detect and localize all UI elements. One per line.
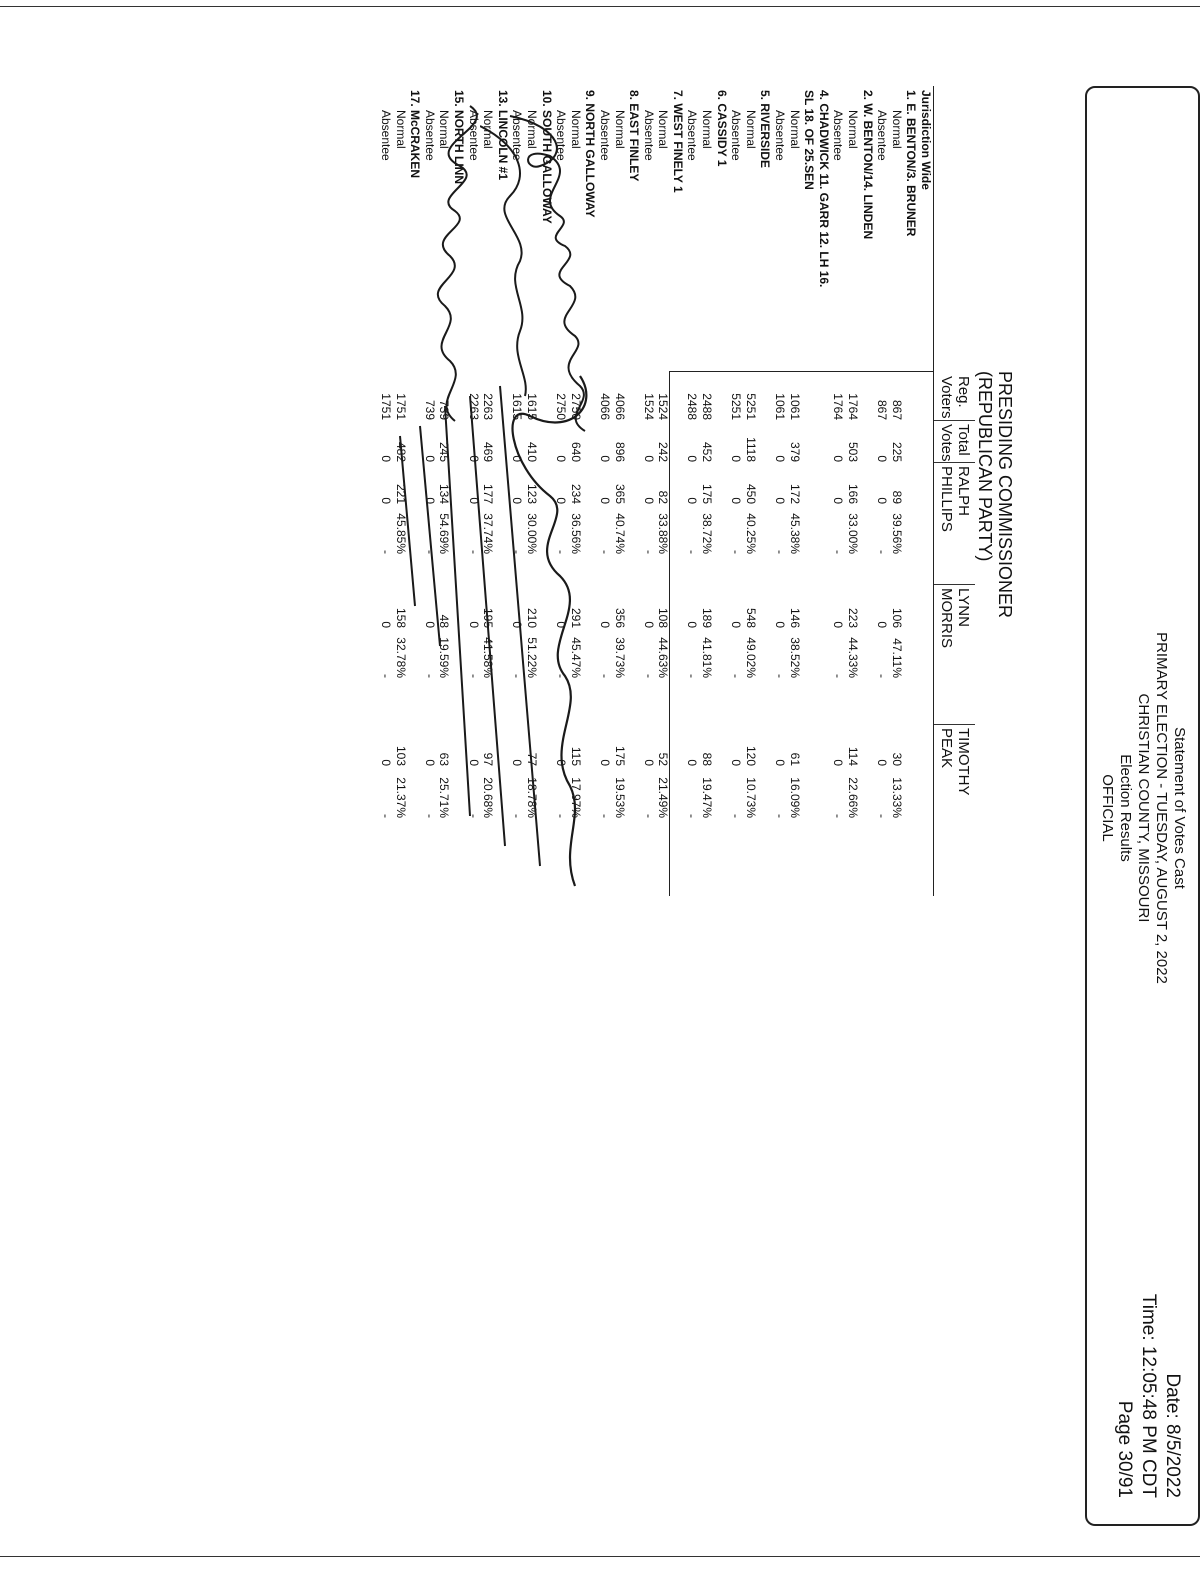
reg-voters-cell: 739	[437, 399, 452, 420]
bottom-edge-line	[0, 1556, 1200, 1557]
morris-pct-cell: 32.78%	[393, 637, 408, 678]
row-label: 2. W. BENTON/14. LINDEN	[860, 90, 875, 240]
header-rule	[933, 86, 934, 896]
morris-pct-cell: 41.81%	[700, 637, 715, 678]
morris-pct-cell: 41.58%	[481, 637, 496, 678]
table-row	[772, 86, 787, 896]
table-row	[729, 86, 744, 896]
peak-pct-cell: 10.73%	[743, 777, 758, 818]
peak-votes-cell: 77	[524, 752, 539, 766]
col-head-total-votes	[938, 424, 972, 462]
total-votes-cell: 0	[466, 455, 481, 462]
morris-votes-cell: 0	[422, 621, 437, 628]
phillips-votes-cell: 0	[831, 497, 846, 504]
morris-pct-cell: 44.63%	[656, 637, 671, 678]
phillips-pct-cell: -	[831, 550, 846, 554]
peak-pct-cell: 25.71%	[437, 777, 452, 818]
phillips-votes-cell: 0	[554, 497, 569, 504]
phillips-pct-cell: 38.72%	[700, 513, 715, 554]
peak-pct-cell: -	[422, 814, 437, 818]
phillips-pct-cell: 54.69%	[437, 513, 452, 554]
row-label: Normal	[612, 110, 627, 149]
peak-pct-cell: 18.78%	[524, 777, 539, 818]
phillips-votes-cell: 0	[729, 497, 744, 504]
row-label: Absentee	[773, 110, 788, 161]
phillips-pct-cell: 40.74%	[612, 513, 627, 554]
report-time: Time: 12:05:48 PM CDT	[1138, 1293, 1159, 1498]
morris-pct-cell: 19.59%	[437, 637, 452, 678]
table-row	[918, 86, 933, 896]
col-head-reg-voters	[938, 376, 972, 419]
peak-votes-cell: 61	[787, 752, 802, 766]
row-label: Jurisdiction Wide	[919, 90, 933, 190]
row-label: 4. CHADWICK 11. GARR 12. LH 16.	[816, 90, 831, 288]
row-label: 17. McCRAKEN	[408, 90, 423, 179]
phillips-pct-cell: -	[597, 550, 612, 554]
phillips-pct-cell: 33.88%	[656, 513, 671, 554]
col-head-line: Voters	[938, 376, 955, 419]
total-votes-cell: 482	[393, 441, 408, 462]
report-date: Date: 8/5/2022	[1162, 1373, 1183, 1498]
row-label: Normal	[889, 110, 904, 149]
col-head-timothy-peak	[938, 728, 972, 796]
peak-pct-cell: 20.68%	[481, 777, 496, 818]
col-head-line: Votes	[938, 424, 955, 462]
phillips-pct-cell: -	[685, 550, 700, 554]
row-label: 9. NORTH GALLOWAY	[583, 90, 598, 218]
reg-voters-cell: 1751	[379, 393, 394, 420]
row-label: Normal	[393, 110, 408, 149]
phillips-votes-cell: 0	[379, 497, 394, 504]
signature-ralph-phillips	[40, 346, 620, 946]
contest-title: PRESIDING COMMISSIONER	[995, 371, 1015, 619]
phillips-pct-cell: 39.56%	[889, 513, 904, 554]
col-head-line: Total	[955, 424, 972, 456]
phillips-pct-cell: 40.25%	[743, 513, 758, 554]
peak-pct-cell: -	[597, 814, 612, 818]
peak-votes-cell: 114	[846, 746, 861, 766]
peak-pct-cell: 21.37%	[393, 777, 408, 818]
table-row	[743, 86, 758, 896]
morris-votes-cell: 0	[773, 621, 788, 628]
total-votes-cell: 0	[422, 455, 437, 462]
reg-voters-cell: 1524	[641, 393, 656, 420]
phillips-pct-cell: -	[729, 550, 744, 554]
row-label: Absentee	[554, 110, 569, 161]
peak-pct-cell: 21.49%	[656, 777, 671, 818]
phillips-votes-cell: 0	[685, 497, 700, 504]
morris-votes-cell: 0	[729, 621, 744, 628]
morris-votes-cell: 356	[612, 607, 627, 628]
phillips-votes-cell: 0	[641, 497, 656, 504]
phillips-votes-cell: 175	[700, 483, 715, 504]
phillips-pct-cell: -	[875, 550, 890, 554]
peak-pct-cell: -	[466, 814, 481, 818]
peak-votes-cell: 63	[437, 752, 452, 766]
phillips-pct-cell: 45.38%	[787, 513, 802, 554]
col-head-line: MORRIS	[938, 588, 955, 648]
peak-votes-cell: 88	[700, 752, 715, 766]
morris-pct-cell: -	[510, 674, 525, 678]
table-row	[758, 86, 773, 896]
peak-votes-cell: 97	[481, 752, 496, 766]
election-name: PRIMARY ELECTION - TUESDAY, AUGUST 2, 2022	[1153, 632, 1170, 984]
phillips-pct-cell: 30.00%	[524, 513, 539, 554]
peak-votes-cell: 0	[685, 759, 700, 766]
report-header-box	[1085, 86, 1200, 1526]
morris-votes-cell: 0	[831, 621, 846, 628]
peak-pct-cell: -	[685, 814, 700, 818]
peak-votes-cell: 0	[597, 759, 612, 766]
morris-pct-cell: -	[685, 674, 700, 678]
table-row	[802, 86, 817, 896]
total-votes-cell: 469	[481, 441, 496, 462]
morris-votes-cell: 0	[685, 621, 700, 628]
col-head-line: PEAK	[938, 728, 955, 769]
row-label: Normal	[656, 110, 671, 149]
morris-pct-cell: -	[773, 674, 788, 678]
morris-votes-cell: 106	[889, 607, 904, 628]
results-label: Election Results	[1117, 754, 1134, 862]
phillips-votes-cell: 166	[846, 483, 861, 504]
table-row	[889, 86, 904, 896]
peak-pct-cell: 22.66%	[846, 777, 861, 818]
morris-pct-cell: -	[597, 674, 612, 678]
col-head-line: PHILLIPS	[938, 466, 955, 532]
row-label: 6. CASSIDY 1	[714, 90, 729, 167]
row-label: Normal	[568, 110, 583, 149]
row-label: Absentee	[875, 110, 890, 161]
row-label: Absentee	[597, 110, 612, 161]
morris-pct-cell: 51.22%	[524, 637, 539, 678]
phillips-pct-cell: -	[422, 550, 437, 554]
morris-pct-cell: -	[422, 674, 437, 678]
peak-pct-cell: -	[729, 814, 744, 818]
peak-pct-cell: 17.97%	[568, 777, 583, 818]
table-row	[860, 86, 875, 896]
peak-votes-cell: 115	[568, 746, 583, 766]
reg-voters-cell: 5251	[729, 393, 744, 420]
peak-pct-cell: -	[510, 814, 525, 818]
morris-votes-cell: 0	[379, 621, 394, 628]
column-separator	[933, 420, 975, 421]
phillips-votes-cell: 0	[510, 497, 525, 504]
morris-votes-cell: 195	[481, 607, 496, 628]
row-label: 1. E. BENTON/3. BRUNER	[904, 90, 919, 237]
row-label: Normal	[481, 110, 496, 149]
morris-pct-cell: -	[466, 674, 481, 678]
row-label: 7. WEST FINELY 1	[670, 90, 685, 193]
total-votes-cell: 410	[524, 441, 539, 462]
phillips-votes-cell: 123	[524, 483, 539, 504]
row-label: Normal	[743, 110, 758, 149]
col-head-line: RALPH	[955, 466, 972, 517]
phillips-votes-cell: 221	[393, 483, 408, 504]
col-head-line: TIMOTHY	[955, 728, 972, 796]
phillips-pct-cell: -	[641, 550, 656, 554]
morris-pct-cell: 49.02%	[743, 637, 758, 678]
morris-pct-cell: 44.33%	[846, 637, 861, 678]
row-label: 10. SOUTH GALLOWAY	[539, 90, 554, 224]
phillips-pct-cell: 33.00%	[846, 513, 861, 554]
col-head-ralph-phillips	[938, 466, 972, 532]
phillips-votes-cell: 172	[787, 483, 802, 504]
phillips-votes-cell: 89	[889, 490, 904, 504]
top-edge-line	[0, 6, 1200, 7]
row-label: 15. NORTH LINN	[452, 90, 466, 185]
peak-pct-cell: -	[831, 814, 846, 818]
total-votes-cell: 452	[700, 441, 715, 462]
phillips-votes-cell: 0	[422, 497, 437, 504]
reg-voters-cell: 1764	[846, 393, 861, 420]
phillips-votes-cell: 177	[481, 483, 496, 504]
total-votes-cell: 379	[787, 441, 802, 462]
table-row	[685, 86, 700, 896]
row-label: Normal	[787, 110, 802, 149]
peak-votes-cell: 0	[831, 759, 846, 766]
morris-votes-cell: 0	[466, 621, 481, 628]
morris-pct-cell: 38.52%	[787, 637, 802, 678]
table-row	[700, 86, 715, 896]
peak-votes-cell: 0	[554, 759, 569, 766]
reg-voters-cell: 1751	[393, 393, 408, 420]
morris-votes-cell: 0	[641, 621, 656, 628]
reg-voters-cell: 2750	[568, 393, 583, 420]
row-label: Absentee	[422, 110, 437, 161]
peak-pct-cell: 19.53%	[612, 777, 627, 818]
morris-votes-cell: 0	[875, 621, 890, 628]
total-votes-cell: 0	[685, 455, 700, 462]
reg-voters-cell: 1764	[831, 393, 846, 420]
morris-votes-cell: 0	[510, 621, 525, 628]
phillips-pct-cell: -	[554, 550, 569, 554]
peak-votes-cell: 52	[656, 752, 671, 766]
column-separator	[933, 724, 975, 725]
row-label: Absentee	[685, 110, 700, 161]
phillips-votes-cell: 0	[773, 497, 788, 504]
peak-pct-cell: -	[554, 814, 569, 818]
peak-pct-cell: -	[773, 814, 788, 818]
col-head-line: LYNN	[955, 588, 972, 627]
morris-pct-cell: -	[379, 674, 394, 678]
total-votes-cell: 0	[641, 455, 656, 462]
peak-votes-cell: 103	[393, 745, 408, 766]
morris-votes-cell: 108	[656, 607, 671, 628]
phillips-votes-cell: 82	[656, 490, 671, 504]
total-votes-cell: 0	[379, 455, 394, 462]
table-row	[845, 86, 860, 896]
morris-votes-cell: 0	[554, 621, 569, 628]
phillips-pct-cell: 45.85%	[393, 513, 408, 554]
report-meta	[1112, 1294, 1184, 1498]
reg-voters-cell: 1061	[773, 393, 788, 420]
morris-pct-cell: 45.47%	[568, 637, 583, 678]
total-votes-cell: 0	[554, 455, 569, 462]
total-votes-cell: 225	[889, 441, 904, 462]
morris-votes-cell: 223	[846, 607, 861, 628]
reg-voters-cell: 1615	[524, 393, 539, 420]
phillips-votes-cell: 134	[437, 483, 452, 504]
phillips-votes-cell: 234	[568, 483, 583, 504]
row-label: Normal	[700, 110, 715, 149]
column-separator	[933, 462, 975, 463]
peak-votes-cell: 0	[875, 759, 890, 766]
morris-votes-cell: 158	[393, 607, 408, 628]
row-label: Normal	[437, 110, 452, 149]
peak-pct-cell: -	[875, 814, 890, 818]
morris-votes-cell: 548	[743, 607, 758, 628]
peak-pct-cell: 16.09%	[787, 777, 802, 818]
phillips-votes-cell: 450	[743, 483, 758, 504]
reg-voters-cell: 2488	[700, 393, 715, 420]
county-name: CHRISTIAN COUNTY, MISSOURI	[1135, 693, 1152, 923]
morris-pct-cell: -	[641, 674, 656, 678]
peak-votes-cell: 0	[773, 759, 788, 766]
phillips-votes-cell: 365	[612, 483, 627, 504]
table-row	[816, 86, 831, 896]
peak-votes-cell: 120	[743, 745, 758, 766]
total-votes-cell: 0	[597, 455, 612, 462]
total-votes-cell: 0	[773, 455, 788, 462]
peak-votes-cell: 0	[466, 759, 481, 766]
report-title: Statement of Votes Cast	[1171, 727, 1188, 889]
morris-pct-cell: -	[831, 674, 846, 678]
morris-votes-cell: 48	[437, 614, 452, 628]
row-label: 8. EAST FINLEY	[627, 90, 642, 182]
peak-votes-cell: 0	[379, 759, 394, 766]
total-votes-cell: 242	[656, 441, 671, 462]
row-label: Normal	[846, 110, 861, 149]
reg-voters-cell: 1524	[656, 393, 671, 420]
morris-votes-cell: 291	[568, 607, 583, 628]
phillips-pct-cell: -	[510, 550, 525, 554]
phillips-votes-cell: 0	[597, 497, 612, 504]
reg-voters-cell: 4066	[597, 393, 612, 420]
col-head-line: Reg.	[955, 376, 972, 408]
total-votes-cell: 0	[729, 455, 744, 462]
page-number: Page 30/91	[1114, 1400, 1135, 1498]
total-votes-cell: 0	[831, 455, 846, 462]
row-label: Absentee	[379, 110, 394, 161]
row-label: 13. LINCOLN #1	[495, 90, 510, 181]
total-votes-cell: 0	[875, 455, 890, 462]
table-row	[875, 86, 890, 896]
morris-votes-cell: 146	[787, 607, 802, 628]
total-votes-cell: 640	[568, 441, 583, 462]
row-label: Normal	[524, 110, 539, 149]
phillips-votes-cell: 0	[466, 497, 481, 504]
contest-party: (REPUBLICAN PARTY)	[975, 371, 995, 562]
peak-votes-cell: 0	[641, 759, 656, 766]
row-label: Absentee	[831, 110, 846, 161]
peak-pct-cell: -	[641, 814, 656, 818]
table-row	[714, 86, 729, 896]
row-label: SL 18. OF 25.SEN	[802, 90, 817, 190]
peak-pct-cell: 19.47%	[700, 777, 715, 818]
phillips-votes-cell: 0	[875, 497, 890, 504]
peak-votes-cell: 0	[422, 759, 437, 766]
reg-voters-cell: 5251	[743, 393, 758, 420]
morris-pct-cell: -	[875, 674, 890, 678]
peak-votes-cell: 175	[612, 745, 627, 766]
reg-voters-cell: 4066	[612, 393, 627, 420]
peak-pct-cell: 13.33%	[889, 777, 904, 818]
total-votes-cell: 503	[846, 441, 861, 462]
peak-votes-cell: 0	[510, 759, 525, 766]
report-title-block	[1098, 448, 1188, 1168]
row-label: Absentee	[466, 110, 481, 161]
rotated-report-sheet	[50, 86, 1200, 1531]
reg-voters-cell: 2488	[685, 393, 700, 420]
signature-area	[40, 86, 680, 1526]
morris-votes-cell: 189	[700, 607, 715, 628]
row-label: Absentee	[729, 110, 744, 161]
morris-votes-cell: 0	[597, 621, 612, 628]
morris-pct-cell: 39.73%	[612, 637, 627, 678]
column-separator	[933, 584, 975, 585]
table-row	[831, 86, 846, 896]
peak-pct-cell: -	[379, 814, 394, 818]
phillips-pct-cell: -	[379, 550, 394, 554]
total-votes-cell: 245	[437, 441, 452, 462]
row-label: 5. RIVERSIDE	[758, 90, 773, 169]
phillips-pct-cell: -	[773, 550, 788, 554]
peak-votes-cell: 30	[889, 752, 904, 766]
morris-votes-cell: 210	[524, 607, 539, 628]
phillips-pct-cell: 36.56%	[568, 513, 583, 554]
table-row	[787, 86, 802, 896]
reg-voters-cell: 867	[889, 399, 904, 420]
reg-voters-cell: 867	[875, 399, 890, 420]
contest-title-block	[975, 371, 1015, 618]
total-votes-cell: 1118	[743, 437, 758, 462]
total-votes-cell: 0	[510, 455, 525, 462]
row-label: Absentee	[510, 110, 525, 161]
reg-voters-cell: 2263	[466, 393, 481, 420]
morris-pct-cell: -	[554, 674, 569, 678]
reg-voters-cell: 2750	[554, 393, 569, 420]
row-label: Absentee	[641, 110, 656, 161]
reg-voters-cell: 1061	[787, 393, 802, 420]
table-row	[904, 86, 919, 896]
phillips-pct-cell: -	[466, 550, 481, 554]
reg-voters-cell: 1615	[510, 393, 525, 420]
morris-pct-cell: 47.11%	[889, 638, 904, 678]
col-head-lynn-morris	[938, 588, 972, 648]
phillips-pct-cell: 37.74%	[481, 513, 496, 554]
official-label: OFFICIAL	[1099, 774, 1116, 842]
peak-votes-cell: 0	[729, 759, 744, 766]
reg-voters-cell: 739	[422, 399, 437, 420]
reg-voters-cell: 2263	[481, 393, 496, 420]
total-votes-cell: 896	[612, 441, 627, 462]
morris-pct-cell: -	[729, 674, 744, 678]
